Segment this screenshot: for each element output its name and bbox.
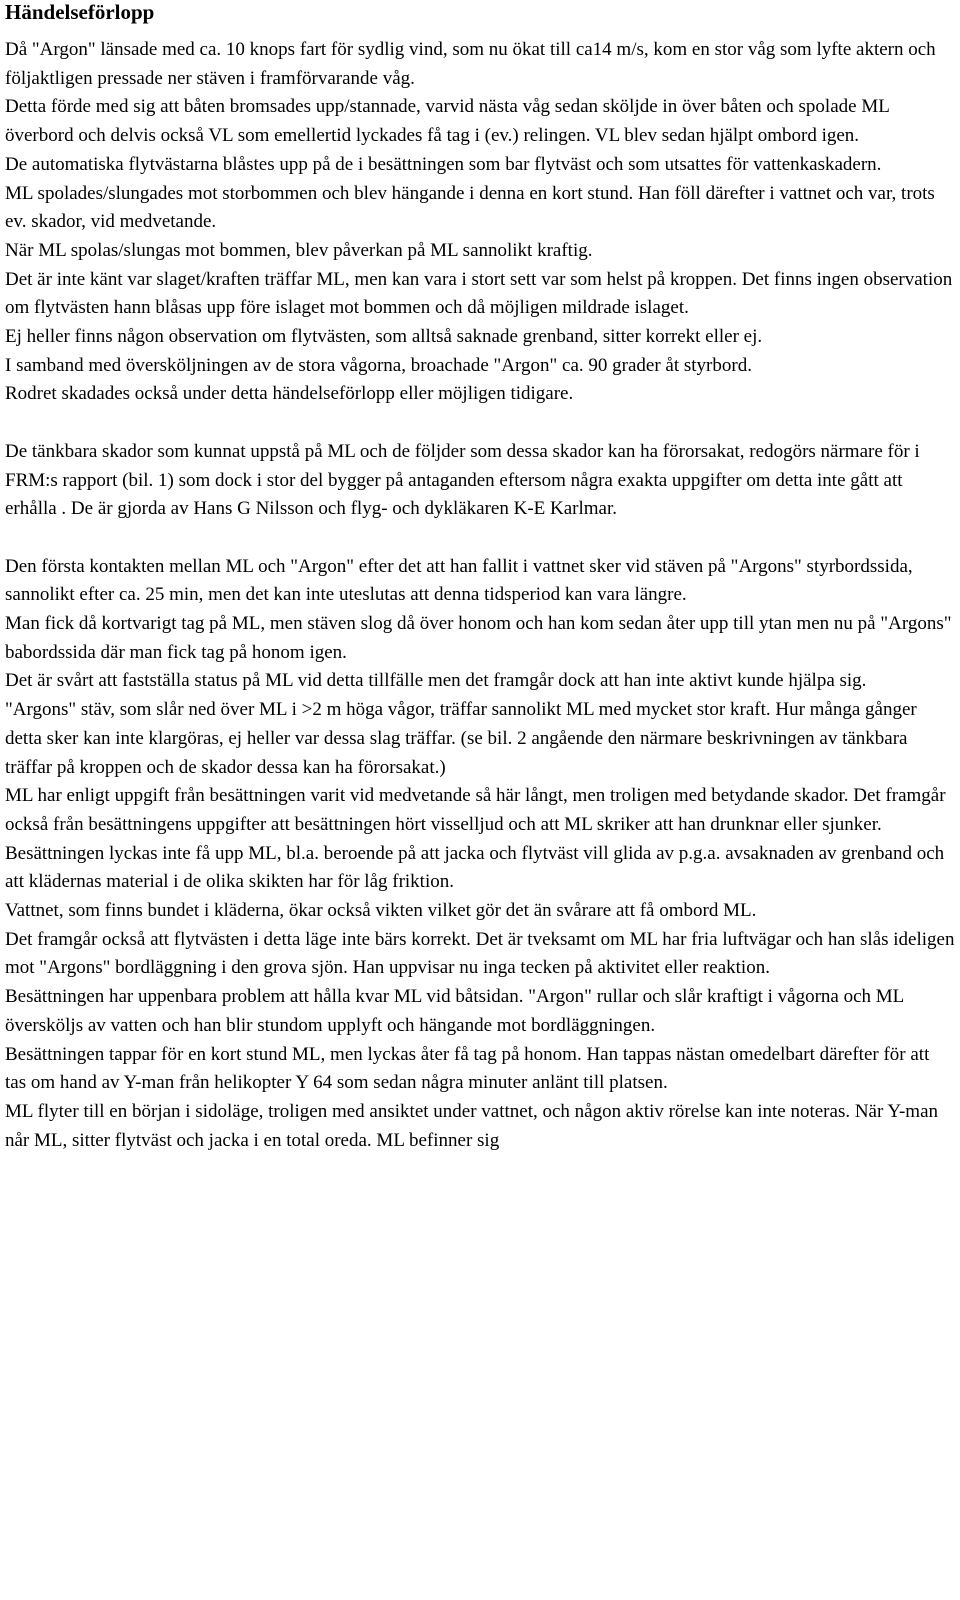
paragraph: ML spolades/slungades mot storbommen och blev hängande i denna en kort stund. Han föll därefter i vattnet och var, trots ev. skador, vid medvetande. — [5, 182, 935, 233]
paragraph: Den första kontakten mellan ML och "Argon" efter det att han fallit i vattnet sker vid stäven på "Argons" styrbordssida, sannolikt efter ca. 25 min, men det kan inte uteslutas att denna tidsperiod kan vara längre. — [5, 555, 913, 606]
paragraph: Besättningen lyckas inte få upp ML, bl.a. beroende på att jacka och flytväst vill glida av p.g.a. avsaknaden av grenband och att klädernas material i de olika skikten har för låg friktion. — [5, 842, 945, 893]
paragraph: ML flyter till en början i sidoläge, troligen med ansiktet under vattnet, och någon aktiv rörelse kan inte noteras. När Y-man når ML, sitter flytväst och jacka i en total oreda. ML befinner sig — [5, 1100, 939, 1151]
paragraph: ML har enligt uppgift från besättningen varit vid medvetande så här långt, men troligen med betydande skador. Det framgår också från besättningens uppgifter att besättningen hört visselljud och att ML skriker att han drunknar eller sjunker. — [5, 785, 946, 835]
paragraph: De automatiska flytvästarna blåstes upp på de i besättningen som bar flytväst och som utsattes för vattenkaskadern. — [5, 153, 882, 175]
paragraph: I samband med översköljningen av de stora vågorna, broachade "Argon" ca. 90 grader åt styrbord. — [5, 354, 752, 376]
paragraph: De tänkbara skador som kunnat uppstå på ML och de följder som dessa skador kan ha förorsakat, redogörs närmare för i FRM:s rapport (bil. 1) som dock i stor del bygger på antaganden eftersom några exakta uppgifter om detta inte gått att erhålla . De är gjorda av Hans G Nilsson och flyg- och dykläkaren K-E Karlmar. — [5, 440, 920, 520]
document-page — [5, 0, 955, 1155]
paragraph-spacer — [5, 524, 955, 553]
paragraph: Besättningen har uppenbara problem att hålla kvar ML vid båtsidan. "Argon" rullar och slår kraftigt i vågorna och ML översköljs av vatten och han blir stundom upplyft och hängande mot bordläggningen. — [5, 986, 904, 1036]
paragraph: Vattnet, som finns bundet i kläderna, ökar också vikten vilket gör det än svårare att få ombord ML. — [5, 900, 757, 922]
paragraph: Det är svårt att fastställa status på ML vid detta tillfälle men det framgår dock att han inte aktivt kunde hjälpa sig. — [5, 670, 867, 692]
paragraph: Rodret skadades också under detta händelseförlopp eller möjligen tidigare. — [5, 383, 574, 405]
paragraph: Det är inte känt var slaget/kraften träffar ML, men kan vara i stort sett var som helst på kroppen. Det finns ingen observation om flytvästen hann blåsas upp före islaget mot bommen och då möjligen mildrade islaget. — [5, 268, 953, 319]
paragraph: Då "Argon" länsade med ca. 10 knops fart för sydlig vind, som nu ökat till ca14 m/s, kom en stor våg som lyfte aktern och följaktligen pressade ner stäven i framförvarande våg. — [5, 39, 936, 89]
paragraph: "Argons" stäv, som slår ned över ML i >2 m höga vågor, träffar sannolikt ML med mycket stor kraft. Hur många gånger detta sker kan inte klargöras, ej heller var dessa slag träffar. (se bil. 2 angående den närmare beskrivningen av tänkbara träffar på kroppen och de skador dessa kan ha förorsakat.) — [5, 699, 917, 778]
paragraph: Ej heller finns någon observation om flytvästen, som alltså saknade grenband, sitter korrekt eller ej. — [5, 326, 763, 348]
paragraph: Detta förde med sig att båten bromsades upp/stannade, varvid nästa våg sedan sköljde in över båten och spolade ML överbord och delvis också VL som emellertid lyckades få tag i (ev.) relingen. VL blev sedan hjälpt ombord igen. — [5, 96, 890, 147]
document-body — [5, 36, 955, 1155]
page-title: Händelseförlopp — [5, 0, 155, 24]
paragraph: Besättningen tappar för en kort stund ML, men lyckas åter få tag på honom. Han tappas nästan omedelbart därefter för att tas om hand av Y-man från helikopter Y 64 som sedan några minuter anlänt till platsen. — [5, 1043, 930, 1094]
paragraph-spacer — [5, 409, 955, 438]
paragraph: Det framgår också att flytvästen i detta läge inte bärs korrekt. Det är tveksamt om ML har fria luftvägar och han slås ideligen mot "Argons" bordläggning i den grova sjön. Han uppvisar nu inga tecken på aktivitet eller reaktion. — [5, 928, 955, 979]
paragraph: När ML spolas/slungas mot bommen, blev påverkan på ML sannolikt kraftig. — [5, 239, 593, 261]
paragraph: Man fick då kortvarigt tag på ML, men stäven slog då över honom och han kom sedan åter upp till ytan men nu på "Argons" babordssida där man fick tag på honom igen. — [5, 613, 952, 663]
